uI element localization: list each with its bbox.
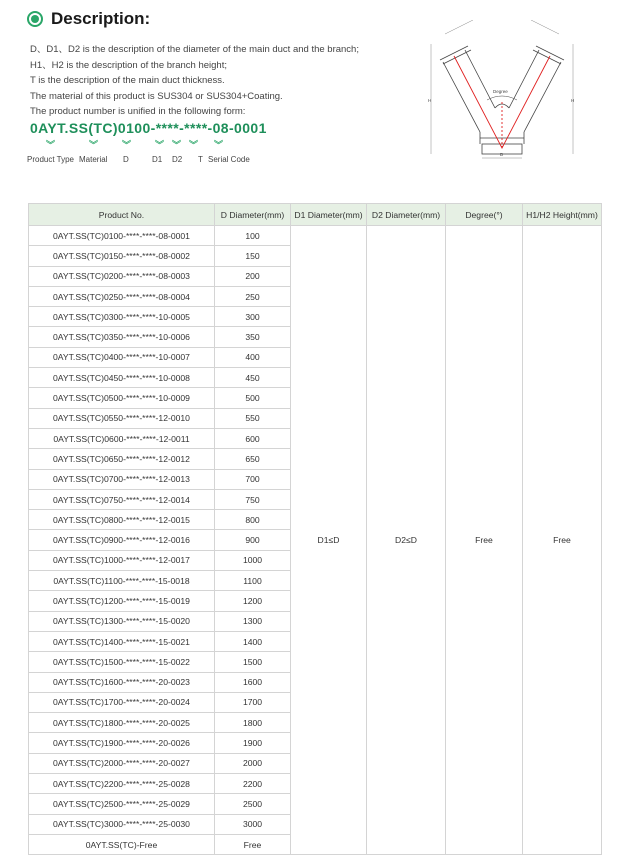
col-header-height: H1/H2 Height(mm): [523, 204, 602, 226]
d2-merged-cell: D2≤D: [367, 226, 446, 855]
code-label: T: [198, 155, 203, 164]
product-no-cell: 0AYT.SS(TC)0100-****-****-08-0001: [29, 226, 215, 246]
d-diameter-cell: Free: [215, 834, 291, 854]
d-diameter-cell: 100: [215, 226, 291, 246]
d-label: D: [500, 152, 504, 157]
degree-label: Degree: [493, 89, 508, 94]
product-no-cell: 0AYT.SS(TC)0500-****-****-10-0009: [29, 388, 215, 408]
product-no-cell: 0AYT.SS(TC)0800-****-****-12-0015: [29, 510, 215, 530]
h1-label: H: [428, 98, 432, 103]
d-diameter-cell: 350: [215, 327, 291, 347]
d-diameter-cell: 600: [215, 428, 291, 448]
product-no-cell: 0AYT.SS(TC)0550-****-****-12-0010: [29, 408, 215, 428]
product-no-cell: 0AYT.SS(TC)1100-****-****-15-0018: [29, 571, 215, 591]
y-branch-diagram: [425, 20, 579, 160]
d-diameter-cell: 700: [215, 469, 291, 489]
d-diameter-cell: 1100: [215, 571, 291, 591]
height-merged-cell: Free: [523, 226, 602, 855]
d-diameter-cell: 200: [215, 266, 291, 286]
table-header-row: [29, 204, 602, 226]
radio-bullet-icon: [27, 11, 43, 27]
code-label: D: [123, 155, 129, 164]
product-no-cell: 0AYT.SS(TC)0350-****-****-10-0006: [29, 327, 215, 347]
product-no-cell: 0AYT.SS(TC)0400-****-****-10-0007: [29, 347, 215, 367]
product-no-cell: 0AYT.SS(TC)1700-****-****-20-0024: [29, 692, 215, 712]
d-diameter-cell: 400: [215, 347, 291, 367]
d-diameter-cell: 2500: [215, 794, 291, 814]
product-code: 0AYT.SS(TC)0100-****-****-08-0001: [30, 120, 267, 136]
product-no-cell: 0AYT.SS(TC)0300-****-****-10-0005: [29, 307, 215, 327]
d-diameter-cell: 1800: [215, 713, 291, 733]
d-diameter-cell: 1300: [215, 611, 291, 631]
product-no-cell: 0AYT.SS(TC)1000-****-****-12-0017: [29, 550, 215, 570]
h2-label: H: [571, 98, 575, 103]
d-diameter-cell: 300: [215, 307, 291, 327]
code-label: Product Type: [27, 155, 74, 164]
description-line: The material of this product is SUS304 or SUS304+Coating.: [30, 90, 283, 102]
product-no-cell: 0AYT.SS(TC)0200-****-****-08-0003: [29, 266, 215, 286]
table-row: [29, 226, 602, 246]
col-header-d2: D2 Diameter(mm): [367, 204, 446, 226]
d-diameter-cell: 800: [215, 510, 291, 530]
product-no-cell: 0AYT.SS(TC)3000-****-****-25-0030: [29, 814, 215, 834]
product-no-cell: 0AYT.SS(TC)1300-****-****-15-0020: [29, 611, 215, 631]
d1-merged-cell: D1≤D: [291, 226, 367, 855]
product-no-cell: 0AYT.SS(TC)0650-****-****-12-0012: [29, 449, 215, 469]
product-no-cell: 0AYT.SS(TC)0900-****-****-12-0016: [29, 530, 215, 550]
d-diameter-cell: 750: [215, 489, 291, 509]
description-line: D、D1、D2 is the description of the diameter of the main duct and the branch;: [30, 44, 359, 55]
product-no-cell: 0AYT.SS(TC)1200-****-****-15-0019: [29, 591, 215, 611]
col-header-d: D Diameter(mm): [215, 204, 291, 226]
d-diameter-cell: 1900: [215, 733, 291, 753]
col-header-degree: Degree(°): [446, 204, 523, 226]
product-no-cell: 0AYT.SS(TC)1500-****-****-15-0022: [29, 652, 215, 672]
double-chevron-down-icon: ︾: [122, 140, 132, 150]
d-diameter-cell: 1700: [215, 692, 291, 712]
d-diameter-cell: 2000: [215, 753, 291, 773]
code-label: D2: [172, 155, 183, 164]
description-line: The product number is unified in the following form:: [30, 106, 246, 118]
double-chevron-down-icon: ︾: [155, 140, 165, 150]
product-table: [28, 203, 602, 855]
product-no-cell: 0AYT.SS(TC)2200-****-****-25-0028: [29, 774, 215, 794]
code-label: Serial Code: [208, 155, 250, 164]
double-chevron-down-icon: ︾: [46, 140, 56, 150]
product-no-cell: 0AYT.SS(TC)1600-****-****-20-0023: [29, 672, 215, 692]
description-line: T is the description of the main duct thickness.: [30, 75, 225, 87]
product-no-cell: 0AYT.SS(TC)1400-****-****-15-0021: [29, 631, 215, 651]
product-no-cell: 0AYT.SS(TC)0250-****-****-08-0004: [29, 286, 215, 306]
product-no-cell: 0AYT.SS(TC)0150-****-****-08-0002: [29, 246, 215, 266]
degree-merged-cell: Free: [446, 226, 523, 855]
d-diameter-cell: 550: [215, 408, 291, 428]
product-no-cell: 0AYT.SS(TC)1800-****-****-20-0025: [29, 713, 215, 733]
description-line: H1、H2 is the description of the branch height;: [30, 59, 227, 71]
product-no-cell: 0AYT.SS(TC)0700-****-****-12-0013: [29, 469, 215, 489]
product-no-cell: 0AYT.SS(TC)-Free: [29, 834, 215, 854]
d-diameter-cell: 3000: [215, 814, 291, 834]
d-diameter-cell: 900: [215, 530, 291, 550]
product-no-cell: 0AYT.SS(TC)1900-****-****-20-0026: [29, 733, 215, 753]
d-diameter-cell: 1500: [215, 652, 291, 672]
double-chevron-down-icon: ︾: [172, 140, 182, 150]
col-header-d1: D1 Diameter(mm): [291, 204, 367, 226]
d-diameter-cell: 500: [215, 388, 291, 408]
description-text: [30, 42, 359, 120]
d-diameter-cell: 1600: [215, 672, 291, 692]
section-title: Description:: [51, 9, 151, 28]
product-no-cell: 0AYT.SS(TC)2000-****-****-20-0027: [29, 753, 215, 773]
double-chevron-down-icon: ︾: [214, 140, 224, 150]
double-chevron-down-icon: ︾: [89, 140, 99, 150]
d-diameter-cell: 450: [215, 368, 291, 388]
product-no-cell: 0AYT.SS(TC)2500-****-****-25-0029: [29, 794, 215, 814]
code-label: Material: [79, 155, 108, 164]
d-diameter-cell: 1400: [215, 631, 291, 651]
d-diameter-cell: 1200: [215, 591, 291, 611]
product-no-cell: 0AYT.SS(TC)0750-****-****-12-0014: [29, 489, 215, 509]
d-diameter-cell: 650: [215, 449, 291, 469]
col-header-product-no: Product No.: [29, 204, 215, 226]
section-header: [27, 9, 150, 29]
d-diameter-cell: 250: [215, 286, 291, 306]
d-diameter-cell: 2200: [215, 774, 291, 794]
product-no-cell: 0AYT.SS(TC)0600-****-****-12-0011: [29, 428, 215, 448]
d-diameter-cell: 1000: [215, 550, 291, 570]
double-chevron-down-icon: ︾: [189, 140, 199, 150]
d-diameter-cell: 150: [215, 246, 291, 266]
code-label: D1: [152, 155, 163, 164]
product-no-cell: 0AYT.SS(TC)0450-****-****-10-0008: [29, 368, 215, 388]
